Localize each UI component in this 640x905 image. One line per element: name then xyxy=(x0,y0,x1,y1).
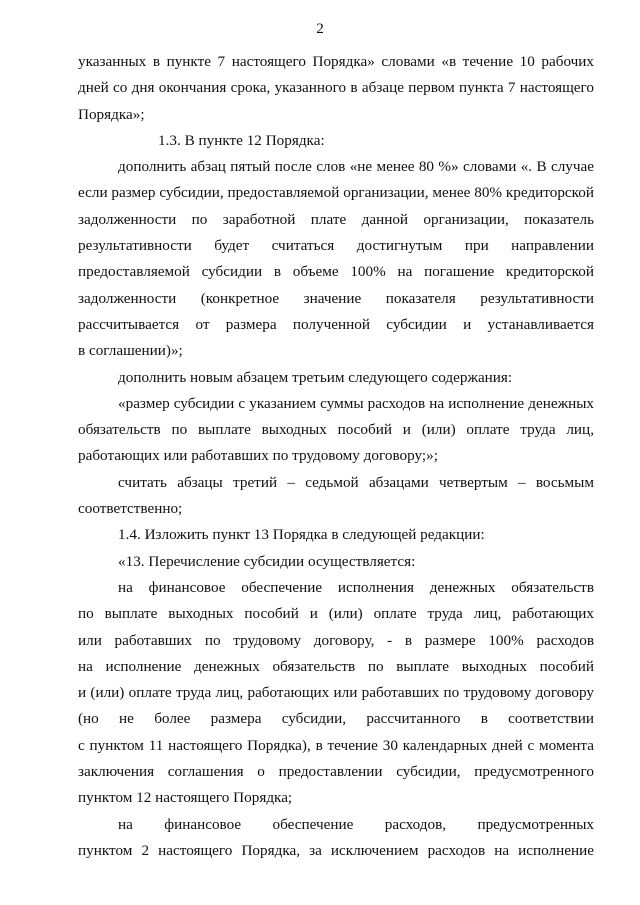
text-line: на финансовое обеспечение расходов, предусмотренных xyxy=(118,815,594,833)
paragraph xyxy=(78,575,594,812)
text-line: заключения соглашения о предоставлении субсидии, предусмотренного xyxy=(78,763,594,781)
text-line: задолженности (конкретное значение показателя результативности xyxy=(78,289,594,307)
text-line: задолженности по заработной плате данной организации, показатель xyxy=(78,210,594,228)
paragraph xyxy=(78,470,594,523)
text-line: или работавших по трудовому договору, - в размере 100% расходов xyxy=(78,631,594,649)
text-line: предоставляемой субсидии в объеме 100% на погашение кредиторской xyxy=(78,263,594,281)
text-line: и (или) оплате труда лиц, работающих или работавших по трудовому договору xyxy=(78,684,594,702)
text-line: если размер субсидии, предоставляемой организации, менее 80% кредиторской xyxy=(78,184,594,202)
text-line: 1.4. Изложить пункт 13 Порядка в следующей редакции: xyxy=(118,526,485,544)
page-number: 2 xyxy=(316,20,324,37)
text-line: в соглашении)»; xyxy=(78,342,183,360)
text-line: пунктом 2 настоящего Порядка, за исключением расходов на исполнение xyxy=(78,841,594,859)
text-line: рассчитывается от размера полученной субсидии и устанавливается xyxy=(78,315,594,333)
text-line: по выплате выходных пособий и (или) оплате труда лиц, работающих xyxy=(78,605,594,623)
paragraph xyxy=(78,365,594,391)
text-line: считать абзацы третий – седьмой абзацами четвертым – восьмым xyxy=(118,473,594,491)
text-line: указанных в пункте 7 настоящего Порядка» словами «в течение 10 рабочих xyxy=(78,53,594,70)
document-body xyxy=(78,49,594,864)
text-line: (но не более размера субсидии, рассчитанного в соответствии xyxy=(78,710,594,728)
text-line: дополнить абзац пятый после слов «не менее 80 %» словами «. В случае xyxy=(118,158,594,176)
text-line: соответственно; xyxy=(78,500,183,518)
paragraph xyxy=(78,49,594,128)
text-line: дополнить новым абзацем третьим следующего содержания: xyxy=(118,368,513,386)
text-line: на исполнение денежных обязательств по выплате выходных пособий xyxy=(78,657,594,675)
paragraph xyxy=(78,549,594,575)
paragraph xyxy=(78,812,594,865)
text-line: «13. Перечисление субсидии осуществляется: xyxy=(118,552,416,570)
text-line: пунктом 12 настоящего Порядка; xyxy=(78,789,293,807)
text-line: Порядка»; xyxy=(78,105,145,123)
text-line: 1.3. В пункте 12 Порядка: xyxy=(158,131,325,149)
text-line: на финансовое обеспечение исполнения денежных обязательств xyxy=(118,578,594,596)
paragraph xyxy=(78,154,594,364)
text-line: «размер субсидии с указанием суммы расходов на исполнение денежных xyxy=(118,394,594,412)
text-line: обязательств по выплате выходных пособий и (или) оплате труда лиц, xyxy=(78,421,594,439)
text-line: дней со дня окончания срока, указанного в абзаце первом пункта 7 настоящего xyxy=(78,79,594,97)
text-line: с пунктом 11 настоящего Порядка), в течение 30 календарных дней с момента xyxy=(78,736,594,754)
paragraph xyxy=(78,391,594,470)
text-line: результативности будет считаться достигнутым при направлении xyxy=(78,237,594,255)
paragraph xyxy=(78,522,594,548)
paragraph xyxy=(78,128,594,154)
text-line: работающих или работавших по трудовому договору;»; xyxy=(78,447,438,465)
